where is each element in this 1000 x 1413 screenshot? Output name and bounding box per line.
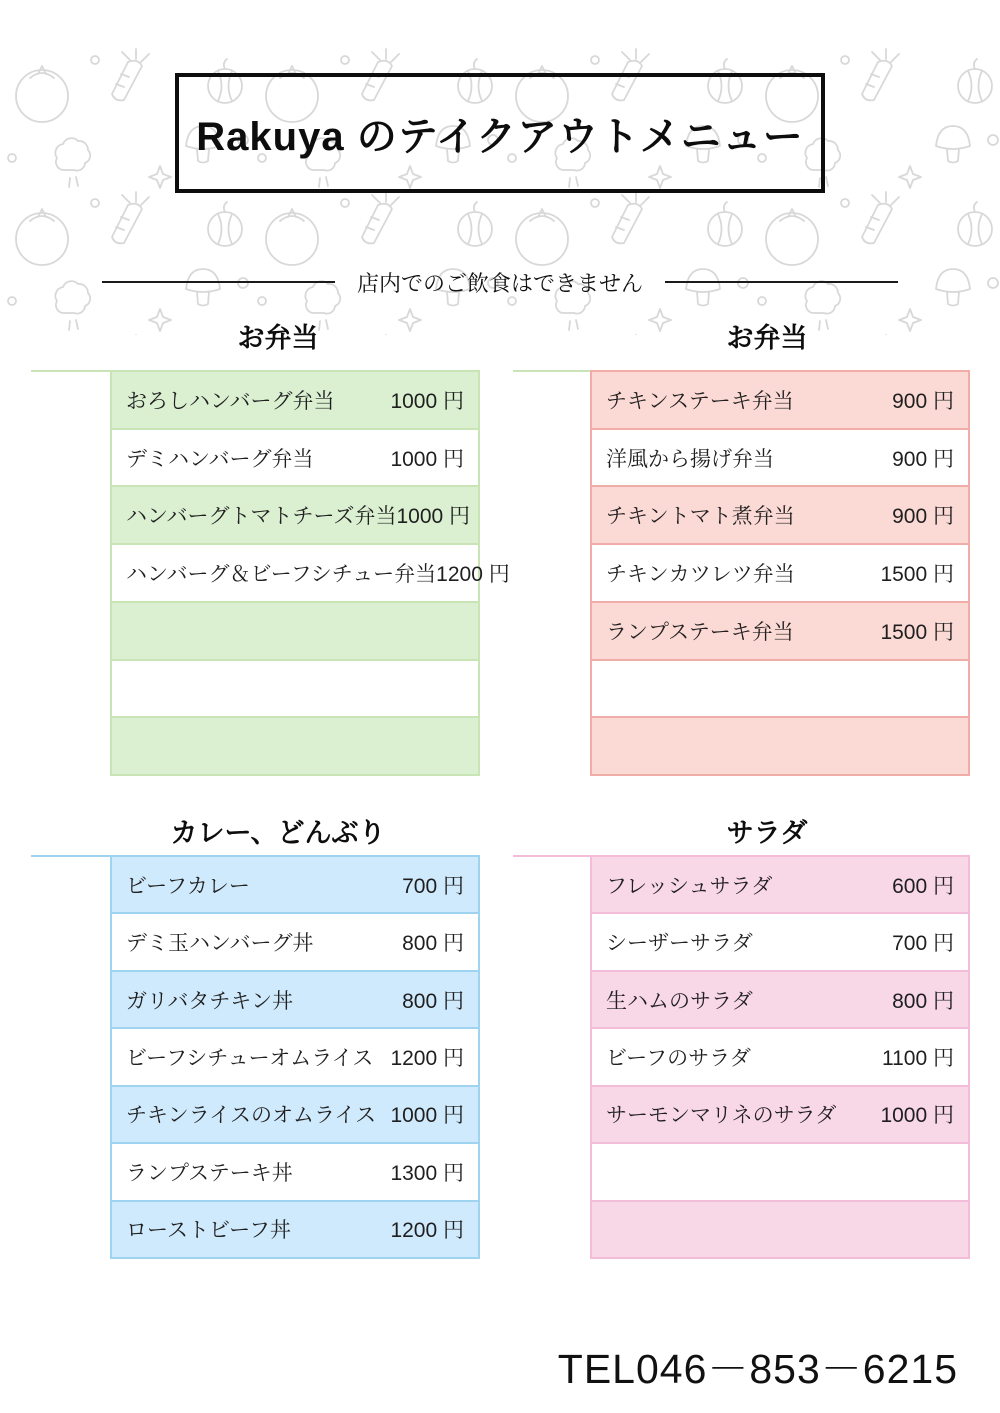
menu-row — [112, 857, 478, 914]
menu-item-price: 800 円 — [402, 989, 464, 1013]
menu-item-name: ガリバタチキン丼 — [126, 989, 294, 1013]
table-leader-line — [513, 855, 590, 857]
menu-item-price: 900 円 — [892, 505, 954, 529]
menu-row — [592, 1202, 968, 1257]
menu-item-name: 生ハムのサラダ — [606, 989, 753, 1013]
menu-section-bento-chicken — [513, 316, 970, 778]
menu-row — [592, 972, 968, 1029]
title-box — [175, 73, 825, 193]
menu-table — [110, 855, 480, 1259]
table-leader-line — [513, 370, 590, 372]
menu-table — [590, 855, 970, 1259]
notice-divider-right — [665, 281, 898, 283]
menu-item-name: チキントマト煮弁当 — [606, 505, 795, 529]
menu-row — [112, 1087, 478, 1144]
menu-item-name: デミ玉ハンバーグ丼 — [126, 932, 314, 956]
menu-row — [112, 972, 478, 1029]
menu-item-price: 1000 円 — [880, 1104, 954, 1128]
menu-item-price: 800 円 — [892, 989, 954, 1013]
section-title: カレー、どんぶり — [170, 818, 386, 848]
menu-item-price: 1300 円 — [390, 1161, 464, 1185]
page-title: Rakuya のテイクアウトメニュー — [196, 114, 804, 159]
menu-item-name: 洋風から揚げ弁当 — [606, 447, 774, 471]
menu-item-name: ランプステーキ弁当 — [606, 620, 794, 644]
menu-item-name: ビーフカレー — [126, 874, 250, 898]
menu-item-name: チキンステーキ弁当 — [606, 389, 794, 413]
menu-row — [592, 487, 968, 545]
notice-text: 店内でのご飲食はできません — [356, 270, 643, 296]
menu-item-price: 1000 円 — [390, 389, 464, 413]
menu-row — [112, 661, 478, 719]
section-title: お弁当 — [237, 323, 319, 353]
menu-row — [112, 1029, 478, 1086]
menu-row — [112, 718, 478, 774]
menu-item-price: 1200 円 — [390, 1219, 464, 1243]
phone-number: TEL046－853－6215 — [557, 1346, 958, 1392]
menu-item-name: ビーフシチューオムライス — [126, 1046, 374, 1070]
menu-item-price: 1500 円 — [880, 563, 954, 587]
menu-row — [112, 914, 478, 971]
menu-row — [592, 603, 968, 661]
menu-item-price: 700 円 — [402, 874, 464, 898]
menu-row — [112, 545, 510, 603]
menu-item-name: サーモンマリネのサラダ — [606, 1104, 837, 1128]
menu-item-price: 600 円 — [892, 874, 954, 898]
menu-row — [592, 372, 968, 430]
section-title: お弁当 — [726, 323, 808, 353]
menu-section-curry-donburi — [31, 801, 480, 1261]
menu-row — [592, 914, 968, 971]
menu-row — [592, 1087, 968, 1144]
menu-item-name: ハンバーグトマトチーズ弁当 — [126, 505, 397, 529]
menu-item-price: 1100 円 — [882, 1046, 954, 1070]
menu-item-price: 1000 円 — [390, 447, 464, 471]
menu-section-bento-hamburg — [31, 316, 510, 778]
menu-row — [112, 603, 478, 661]
menu-item-price: 1500 円 — [880, 620, 954, 644]
menu-item-name: チキンライスのオムライス — [126, 1104, 377, 1128]
notice-divider-left — [102, 281, 335, 283]
menu-item-price: 1200 円 — [436, 563, 510, 587]
menu-row — [592, 661, 968, 719]
menu-item-name: ローストビーフ丼 — [126, 1219, 292, 1243]
menu-item-name: ランプステーキ丼 — [126, 1161, 293, 1185]
menu-item-price: 900 円 — [892, 389, 954, 413]
menu-row — [592, 718, 968, 774]
table-leader-line — [31, 855, 110, 857]
menu-item-name: チキンカツレツ弁当 — [606, 563, 795, 587]
menu-item-name: シーザーサラダ — [606, 932, 753, 956]
menu-item-price: 700 円 — [892, 932, 954, 956]
menu-row — [592, 545, 968, 603]
table-leader-line — [31, 370, 110, 372]
menu-item-name: おろしハンバーグ弁当 — [126, 389, 335, 413]
section-title: サラダ — [726, 818, 808, 848]
menu-row — [112, 372, 478, 430]
menu-item-price: 1200 円 — [390, 1046, 464, 1070]
menu-row — [112, 430, 478, 488]
menu-row — [112, 1202, 478, 1257]
menu-section-salad — [513, 801, 970, 1261]
menu-row — [592, 1144, 968, 1201]
menu-item-name: フレッシュサラダ — [606, 874, 773, 898]
menu-item-price: 800 円 — [402, 932, 464, 956]
notice-row — [0, 264, 1000, 300]
menu-item-price: 1000 円 — [396, 505, 471, 529]
menu-row — [112, 1144, 478, 1201]
menu-item-name: ビーフのサラダ — [606, 1046, 751, 1070]
menu-table — [590, 370, 970, 776]
menu-item-price: 1000 円 — [390, 1104, 464, 1128]
menu-item-name: デミハンバーグ弁当 — [126, 447, 314, 471]
menu-row — [592, 857, 968, 914]
menu-row — [592, 430, 968, 488]
menu-table — [110, 370, 510, 776]
menu-row — [592, 1029, 968, 1086]
menu-item-price: 900 円 — [892, 447, 954, 471]
menu-row — [112, 487, 478, 545]
menu-item-name: ハンバーグ＆ビーフシチュー弁当 — [126, 563, 437, 587]
